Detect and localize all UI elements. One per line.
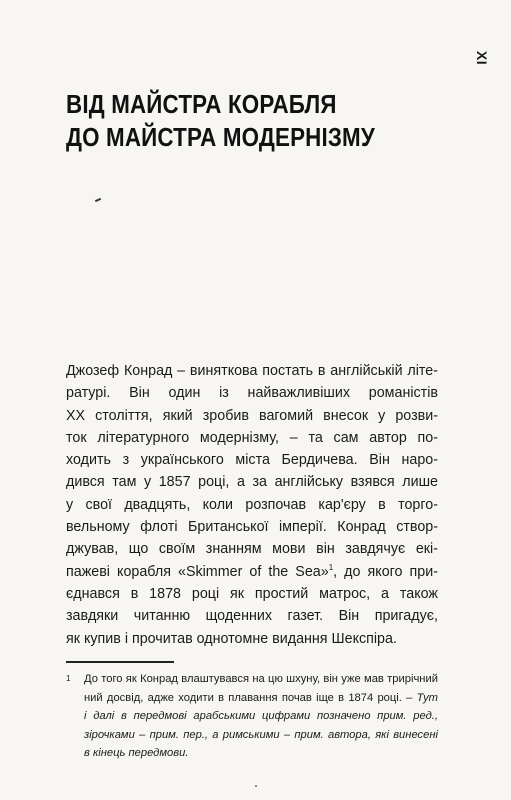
footnote (66, 670, 438, 763)
body-line (66, 561, 438, 583)
footnote-line: До того як Конрад влаштувався на цю шхуну, він уже мав трирічний (84, 673, 438, 685)
body-line: ратурі. Він один із найважливіших романістів (66, 385, 438, 402)
footnote-italic-text: зірочками – прим. пер., а римськими – прим. автора, які винесені (84, 728, 438, 741)
footnote-text: ний досвід, адже ходити в плавання почав іще в 1874 році. – (84, 691, 413, 704)
footnote-italic-text: Тут (412, 691, 438, 704)
body-line: як купив і прочитав однотомне видання Шекспіра. (66, 630, 397, 647)
body-line: вельному флоті Британської імперії. Конрад створ- (66, 519, 438, 536)
body-line: XX століття, який зробив вагомий внесок у розви- (66, 407, 438, 424)
body-line: ток літературного модернізму, – та сам автор по- (66, 429, 438, 446)
footnote-line (66, 707, 438, 726)
footnote-line (66, 744, 438, 763)
chapter-title-line-2: ДО МАЙСТРА МОДЕРНІЗМУ (66, 122, 375, 152)
body-line: у свої двадцять, коли розпочав кар'єру в торго- (66, 496, 438, 513)
body-line (66, 605, 438, 627)
footnote-italic-text: в кінець передмови. (84, 747, 189, 759)
stray-mark (95, 198, 101, 202)
body-line-text: пажеві корабля «Skimmer of the Sea» (66, 563, 329, 580)
body-line-text: завдяки читанню щоденних газет (66, 608, 320, 625)
page-number: XI (473, 50, 490, 66)
chapter-title-line-1: ВІД МАЙСТРА КОРАБЛЯ (66, 89, 337, 119)
footnote-divider (66, 661, 174, 663)
body-line: єднався в 1878 році як простий матрос, а також (66, 585, 438, 602)
body-line-tail: , до якого при- (333, 563, 438, 580)
body-line: Джозеф Конрад – виняткова постать в англійській літе- (66, 363, 438, 379)
body-paragraph (66, 360, 438, 650)
footnote-line (66, 689, 438, 708)
body-line: дився там у 1857 році, а за англійську взявся лише (66, 474, 438, 491)
footnote-number: 1 (66, 674, 71, 683)
footnote-italic-text: і далі в передмові арабськими цифрами позначено прим. ред., (84, 710, 438, 722)
body-line: джував, що своїм знанням мови він завдячує екі- (66, 541, 438, 558)
stray-dot (255, 785, 257, 787)
footnote-line (66, 726, 438, 745)
footnote-reference: 1 (328, 562, 334, 572)
chapter-title (66, 88, 375, 154)
body-line: ходить з українського міста Бердичева. Він наро- (66, 452, 438, 469)
body-line-tail: . Він пригадує, (319, 608, 438, 625)
